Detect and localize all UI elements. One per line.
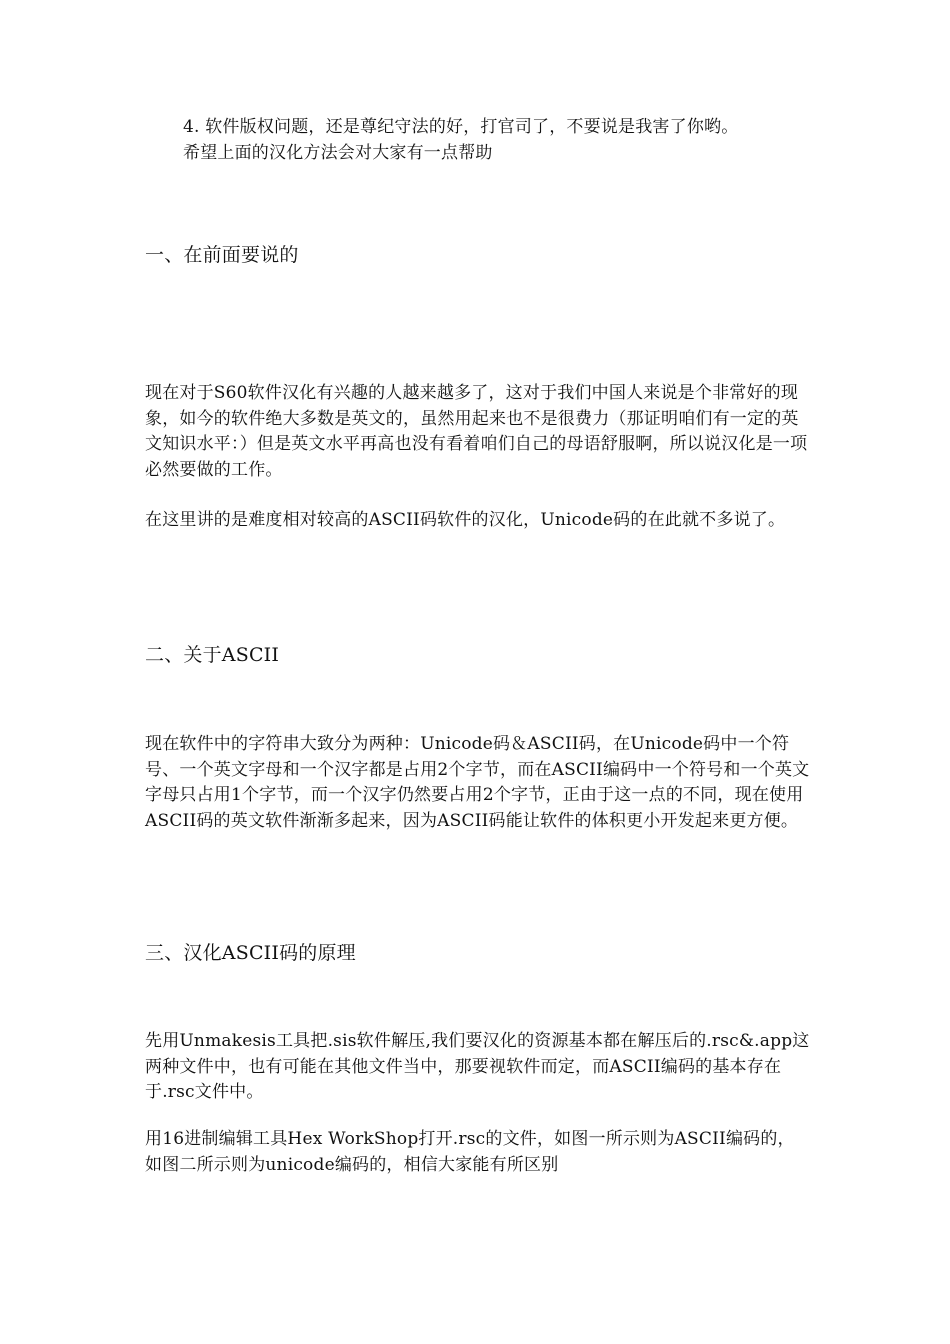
section-3-heading: 三、汉化ASCII码的原理 <box>145 942 356 964</box>
intro-line-2: 希望上面的汉化方法会对大家有一点帮助 <box>183 142 493 163</box>
section-3-paragraph-1: 先用Unmakesis工具把.sis软件解压,我们要汉化的资源基本都在解压后的.rsc&.app这两种文件中，也有可能在其他文件当中，那要视软件而定，而ASCII编码的基本存在于.rsc文件中。 <box>145 1031 810 1102</box>
intro-line-1: 4. 软件版权问题，还是尊纪守法的好，打官司了，不要说是我害了你哟。 <box>183 117 739 137</box>
section-2-paragraph-1: 现在软件中的字符串大致分为两种：Unicode码＆ASCII码，在Unicode码中一个符号、一个英文字母和一个汉字都是占用2个字节，而在ASCII编码中一个符号和一个英文字母只占用1个字节，而一个汉字仍然要占用2个字节，正由于这一点的不同，现在使用ASCII码的英文软件渐渐多起来，因为ASCII码能让软件的体积更小开发起来更方便。 <box>145 734 810 831</box>
section-1-heading: 一、在前面要说的 <box>145 244 299 266</box>
section-3-paragraph-2: 用16进制编辑工具Hex WorkShop打开.rsc的文件，如图一所示则为ASCII编码的，如图二所示则为unicode编码的，相信大家能有所区别 <box>145 1129 795 1175</box>
intro-block <box>183 115 823 166</box>
section-1-paragraph-1: 现在对于S60软件汉化有兴趣的人越来越多了，这对于我们中国人来说是个非常好的现象，如今的软件绝大多数是英文的，虽然用起来也不是很费力（那证明咱们有一定的英文知识水平：）但是英文水平再高也没有看着咱们自己的母语舒服啊，所以说汉化是一项必然要做的工作。 <box>145 383 808 480</box>
section-2-heading: 二、关于ASCII <box>145 644 280 666</box>
section-1-paragraph-2: 在这里讲的是难度相对较高的ASCII码软件的汉化，Unicode码的在此就不多说了。 <box>145 510 786 530</box>
